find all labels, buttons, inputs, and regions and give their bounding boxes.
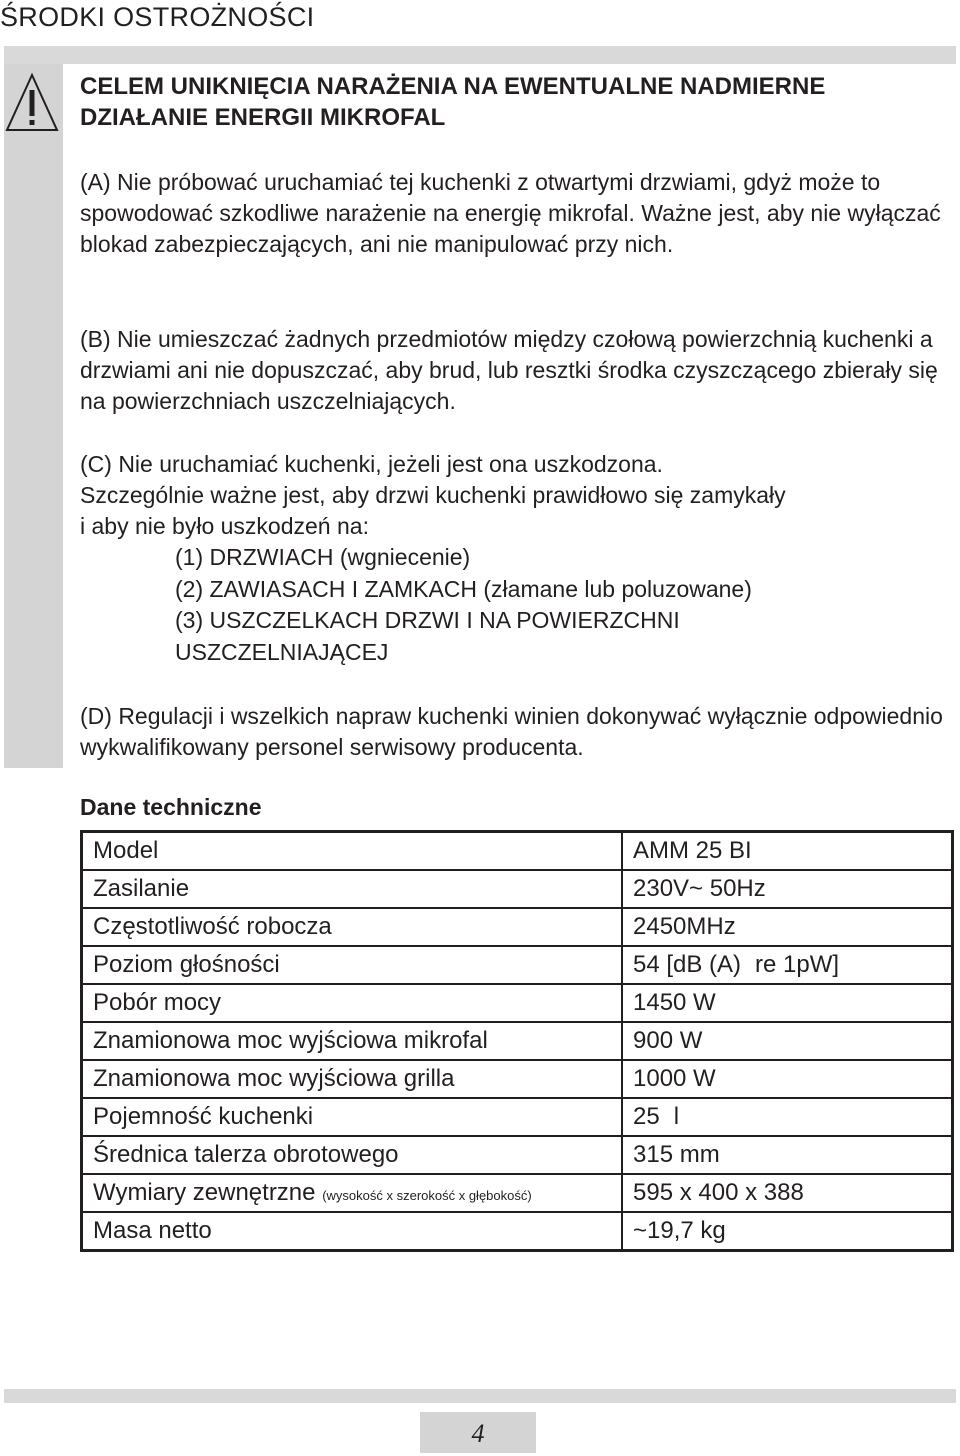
spec-label: Poziom głośności (82, 946, 623, 984)
spec-label-note: (wysokość x szerokość x głębokość) (322, 1188, 532, 1203)
damage-list-item-3-cont: USZCZELNIAJĄCEJ (175, 639, 389, 665)
page-number: 4 (471, 1419, 485, 1448)
warning-heading-line-1: CELEM UNIKNIĘCIA NARAŻENIA NA EWENTUALNE NADMIERNE (80, 73, 826, 100)
paragraph-d: (D) Regulacji i wszelkich napraw kuchenki winien dokonywać wyłącznie odpowiednio wykwalifikowany personel serwisowy producenta. (80, 703, 943, 760)
spec-value: AMM 25 BI (622, 832, 953, 871)
spec-value: 315 mm (622, 1136, 953, 1174)
paragraph-a: (A) Nie próbować uruchamiać tej kuchenki z otwartymi drzwiami, gdyż może to spowodować szkodliwe narażenie na energię mikrofal. Ważne jest, aby nie wyłączać blokad zabezpieczających, ani nie manipulować przy nich. (80, 169, 941, 257)
spec-value-main: 25 (633, 1103, 660, 1130)
spec-value: ~19,7 kg (622, 1212, 953, 1251)
specs-table (80, 830, 954, 1252)
spec-value: 1450 W (622, 984, 953, 1022)
damage-list-item-1: (1) DRZWIACH (wgniecenie) (175, 544, 471, 570)
spec-label: Pobór mocy (82, 984, 623, 1022)
page-title: ŚRODKI OSTROŻNOŚCI (0, 2, 315, 32)
spec-value-main: 54 [dB (A) (633, 951, 742, 978)
spec-label: Zasilanie (82, 870, 623, 908)
bottom-divider (4, 1389, 956, 1403)
paragraph-c (80, 449, 950, 542)
specs-title: Dane techniczne (80, 794, 262, 820)
spec-label: Średnica talerza obrotowego (82, 1136, 623, 1174)
warning-heading (80, 71, 920, 133)
spec-value: 2450MHz (622, 908, 953, 946)
paragraph-c-line-3: i aby nie było uszkodzeń na: (80, 513, 369, 539)
top-divider (4, 46, 956, 64)
spec-value: 900 W (622, 1022, 953, 1060)
table-row (82, 1022, 953, 1060)
spec-value: 595 x 400 x 388 (622, 1174, 953, 1212)
warning-side-bar (4, 64, 63, 768)
table-row (82, 870, 953, 908)
spec-value (622, 1098, 953, 1136)
spec-value: 230V~ 50Hz (622, 870, 953, 908)
damage-list-item-3: (3) USZCZELKACH DRZWI I NA POWIERZCHNI (175, 607, 680, 633)
table-row (82, 984, 953, 1022)
spec-label: Częstotliwość robocza (82, 908, 623, 946)
spec-value (622, 946, 953, 984)
spec-value-reference: re 1pW] (755, 951, 840, 978)
warning-heading-line-2: DZIAŁANIE ENERGII MIKROFAL (80, 104, 446, 131)
spec-value: 1000 W (622, 1060, 953, 1098)
spec-label: Znamionowa moc wyjściowa mikrofal (82, 1022, 623, 1060)
table-row (82, 1212, 953, 1251)
table-row (82, 946, 953, 984)
spec-value-unit: l (673, 1103, 680, 1130)
table-row (82, 832, 953, 871)
table-row (82, 1136, 953, 1174)
damage-list-item-2: (2) ZAWIASACH I ZAMKACH (złamane lub poluzowane) (175, 576, 752, 602)
paragraph-b: (B) Nie umieszczać żadnych przedmiotów między czołową powierzchnią kuchenki a drzwiami ani nie dopuszczać, aby brud, lub resztki środka czyszczącego zbierały się na powierzchniach uszczelniających. (80, 326, 938, 414)
table-row (82, 908, 953, 946)
table-row (82, 1098, 953, 1136)
paragraph-c-line-1: (C) Nie uruchamiać kuchenki, jeżeli jest ona uszkodzona. (80, 451, 663, 477)
spec-label: Masa netto (82, 1212, 623, 1251)
warning-triangle-icon (5, 72, 59, 134)
spec-label (82, 1174, 623, 1212)
paragraph-c-line-2: Szczególnie ważne jest, aby drzwi kuchenki prawidłowo się zamykały (80, 482, 786, 508)
spec-label: Pojemność kuchenki (82, 1098, 623, 1136)
page-number-box (420, 1412, 536, 1453)
table-row (82, 1060, 953, 1098)
table-row (82, 1174, 953, 1212)
spec-label: Znamionowa moc wyjściowa grilla (82, 1060, 623, 1098)
spec-label: Model (82, 832, 623, 871)
spec-label-main: Wymiary zewnętrzne (93, 1179, 316, 1206)
